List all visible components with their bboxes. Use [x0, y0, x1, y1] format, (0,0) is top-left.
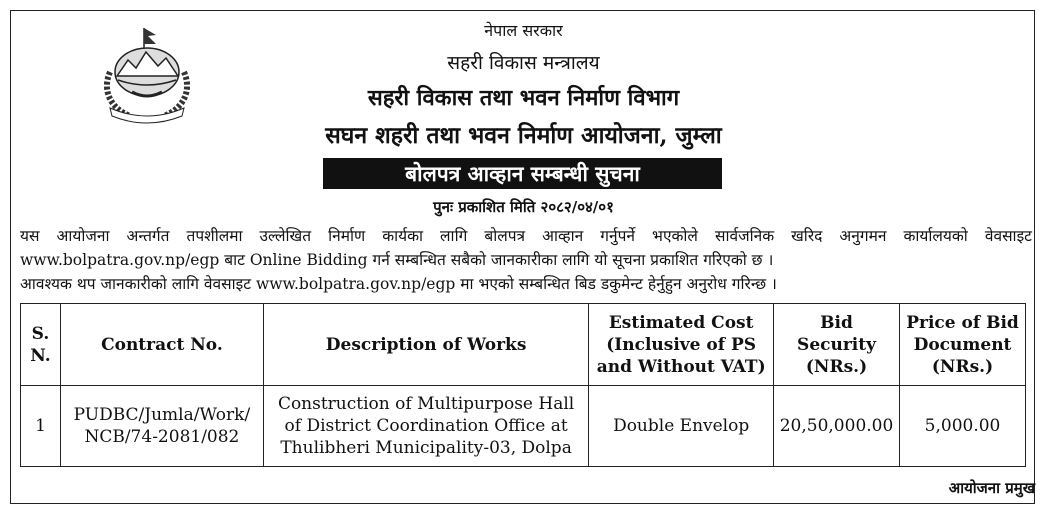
cell-price-of-bid-document: 5,000.00: [900, 386, 1026, 467]
signature-designation: आयोजना प्रमुख: [948, 479, 1035, 497]
header-bid-security: Bid Security (NRs.): [774, 304, 900, 386]
header-contract-no: Contract No.: [60, 304, 263, 386]
ministry-name: सहरी विकास मन्त्रालय: [447, 52, 600, 74]
header-estimated-cost: Estimated Cost (Inclusive of PS and Without VAT): [589, 304, 774, 386]
notice-title: बोलपत्र आव्हान सम्बन्धी सुचना: [323, 158, 722, 189]
cell-description: Construction of Multipurpose Hall of District Coordination Office at Thulibheri Municipality-03, Dolpa: [263, 386, 588, 467]
header-price-of-bid-document: Price of Bid Document (NRs.): [900, 304, 1026, 386]
body-paragraph: आवश्यक थप जानकारीको लागि वेवसाइट www.bolpatra.gov.np/egp मा भएको सम्बन्धित बिड डकुमेन्ट हेर्नुहुन अनुरोध गरिन्छ ।: [20, 275, 777, 293]
cell-bid-security: 20,50,000.00: [774, 386, 900, 467]
cell-sn: 1: [21, 386, 61, 467]
notice-body: [20, 224, 1032, 296]
cell-contract-no: PUDBC/Jumla/Work/ NCB/74-2081/082: [60, 386, 263, 467]
body-paragraph: यस आयोजना अन्तर्गत तपशीलमा उल्लेखित निर्माण कार्यका लागि बोलपत्र आव्हान गर्नुपर्ने भएकोले सार्वजनिक खरिद अनुगमन कार्यालयको वेवसाइट www.bolpatra.gov.np/egp बाट Online Bidding गर्न सम्बन्धित सबैको जानकारीका लागि यो सूचना प्रकाशित गरिएको छ ।: [20, 227, 1032, 269]
header-sn: S. N.: [21, 304, 61, 386]
republished-date: पुनः प्रकाशित मिति २०८२/०४/०१: [433, 198, 614, 216]
project-name: सघन शहरी तथा भवन निर्माण आयोजना, जुम्ला: [325, 122, 722, 149]
cell-estimated-cost: Double Envelop: [589, 386, 774, 467]
works-table: [20, 303, 1026, 467]
government-name: नेपाल सरकार: [484, 21, 563, 40]
table-header-row: [21, 304, 1026, 386]
table-row: [21, 386, 1026, 467]
department-name: सहरी विकास तथा भवन निर्माण विभाग: [367, 85, 680, 111]
header-description: Description of Works: [263, 304, 588, 386]
